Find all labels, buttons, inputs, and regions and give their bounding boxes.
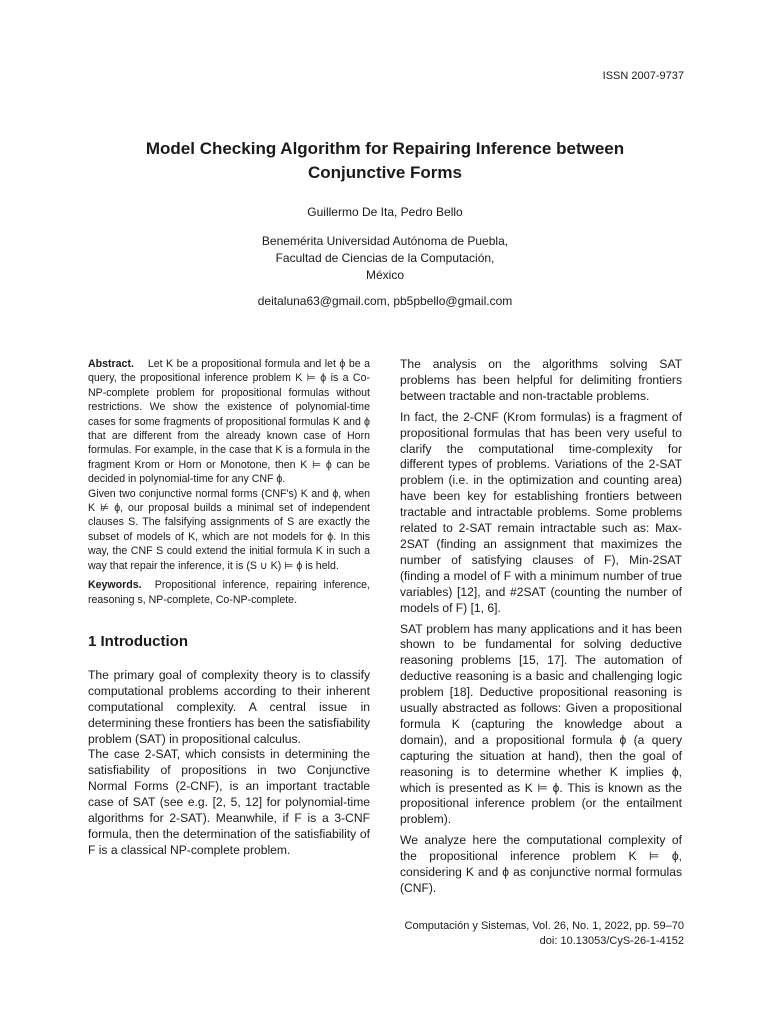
keywords-label: Keywords. [88,579,142,592]
author-emails: deitaluna63@gmail.com, pb5pbello@gmail.com [257,294,513,308]
abstract-paragraph-2: Given two conjunctive normal forms (CNF's) K and ϕ, when K ⊭ ϕ, our proposal builds a minimal set of independent clauses S. The falsifying assignments of S are exactly the subset of models of K, which are not models for ϕ. In this way, the CNF S could extend the initial formula K in such a way that repair the inference, it is (S ∪ K) ⊨ ϕ is held. [88,487,370,572]
intro-paragraph-1: The primary goal of complexity theory is to classify computational problems according to their inherent computational complexity. A central issue in determining these frontiers has been the satisfiability problem (SAT) in propositional calculus. [88,667,370,746]
intro-paragraph-2: The case 2-SAT, which consists in determining the satisfiability of propositions in two Conjunctive Normal Forms (2-CNF), is an important tractable case of SAT (see e.g. [2, 5, 12] for polynomial-time algorithms for 2-SAT). Meanwhile, if F is a 3-CNF formula, then the determination of the satisfiability of F is a classical NP-complete problem. [88,747,370,857]
issn-label: ISSN 2007-9737 [602,70,684,82]
right-paragraph-1: The analysis on the algorithms solving SAT problems has been helpful for delimiting frontiers between tractable and non-tractable problems. [400,357,682,403]
right-paragraph-2: In fact, the 2-CNF (Krom formulas) is a fragment of propositional formulas that has been very useful to clarify the computational time-complexity for different types of problems. Variations of the 2-SAT problem (i.e. in the optimization and counting area) have been key for establishing frontiers between tractable and intractable problems. Some problems related to 2-SAT remain intractable such as: Max-2SAT (finding an assignment that maximizes the number of satisfying clauses of F), Min-2SAT (finding a model of F with a minimum number of true variables) [12], and #2SAT (counting the number of models of F) [1, 6]. [400,409,682,615]
title-line-2: Conjunctive Forms [308,163,462,182]
affiliation-line-3: México [365,268,404,282]
abstract-text-1: Let K be a propositional formula and let ϕ be a query, the propositional inference problem K ⊨ ϕ is a Co-NP-complete problem for propositional formulas without restrictions. We show the existence of polynomial-time cases for some fragments of propositional formulas K and ϕ that are different from the already known case of Horn formulas. For example, in the case that K is a formula in the fragment Krom or Horn or Monotone, then K ⊨ ϕ can be decided in polynomial-time for any CNF ϕ. [88,358,370,486]
journal-footer [405,919,684,949]
right-paragraph-4: We analyze here the computational complexity of the propositional inference problem K ⊨ ϕ, considering K and ϕ as conjunctive normal formulas (CNF). [400,833,682,895]
affiliation [0,233,770,284]
affiliation-line-2: Facultad de Ciencias de la Computación, [275,251,495,265]
keywords-text: Propositional inference, repairing inference, reasoning s, NP-complete, Co-NP-complete. [88,579,371,606]
right-column [400,357,682,897]
abstract-paragraph-1 [88,357,370,487]
left-column [88,357,370,859]
right-paragraph-3: SAT problem has many applications and it has been shown to be fundamental for solving deductive reasoning problems [15, 17]. The automation of deductive reasoning is a basic and challenging logic problem [18]. Deductive propositional reasoning is usually abstracted as follows: Given a propositional formula K (capturing the knowledge about a domain), and a propositional formula ϕ (a query capturing the situation at hand), then the goal of reasoning is to determine whether K implies ϕ, which is presented as K ⊨ ϕ. This is known as the propositional inference problem (or the entailment problem). [400,621,682,827]
authors: Guillermo De Ita, Pedro Bello [307,205,463,219]
affiliation-line-1: Benemérita Universidad Autónoma de Puebla, [261,234,509,248]
keywords [88,578,370,607]
journal-citation: Computación y Sistemas, Vol. 26, No. 1, 2022, pp. 59–70 [404,920,684,932]
abstract-label: Abstract. [88,358,134,370]
journal-doi: doi: 10.13053/CyS-26-1-4152 [539,935,684,947]
section-heading-introduction: 1 Introduction [88,632,188,650]
title-line-1: Model Checking Algorithm for Repairing Inference between [145,139,625,158]
paper-title [0,137,770,185]
